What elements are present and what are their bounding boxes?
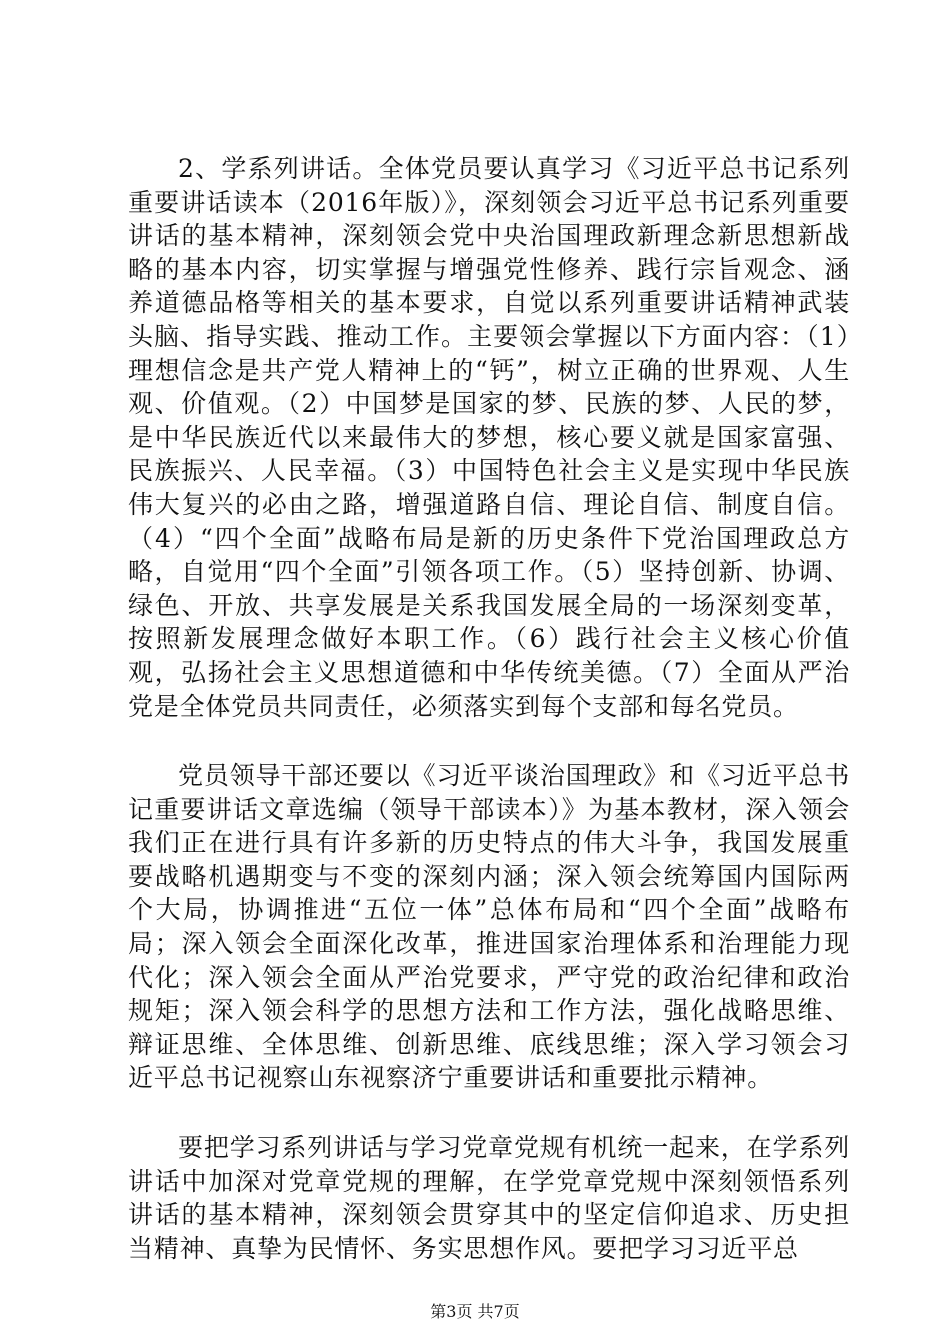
paragraph-leading-cadres: 党员领导干部还要以《习近平谈治国理政》和《习近平总书记重要讲话文章选编（领导干部读本）》为基本教材，深入领会我们正在进行具有许多新的历史特点的伟大斗争，我国发展重要战略机遇期变与不变的深刻内涵；深入领会统筹国内国际两个大局，协调推进“五位一体”总体布局和“四个全面”战略布局；深入领会全面深化改革，推进国家治理体系和治理能力现代化；深入领会全面从严治党要求，严守党的政治纪律和政治规矩；深入领会科学的思想方法和工作方法，强化战略思维、辩证思维、全体思维、创新思维、底线思维；深入学习领会习近平总书记视察山东视察济宁重要讲话和重要批示精神。	[128, 761, 850, 1093]
paragraph-party-constitution: 要把学习系列讲话与学习党章党规有机统一起来，在学系列讲话中加深对党章党规的理解，在学党章党规中深刻领悟系列讲话的基本精神，深刻领会贯穿其中的坚定信仰追求、历史担当精神、真挚为民情怀、务实思想作风。要把学习习近平总	[128, 1133, 850, 1263]
document-body	[128, 152, 850, 1301]
paragraph-study-speeches: 2、学系列讲话。全体党员要认真学习《习近平总书记系列重要讲话读本（2016年版）》，深刻领会习近平总书记系列重要讲话的基本精神，深刻领会党中央治国理政新理念新思想新战略的基本内容，切实掌握与增强党性修养、践行宗旨观念、涵养道德品格等相关的基本要求，自觉以系列重要讲话精神武装头脑、指导实践、推动工作。主要领会掌握以下方面内容：（1）理想信念是共产党人精神上的“钙”，树立正确的世界观、人生观、价值观。（2）中国梦是国家的梦、民族的梦、人民的梦，是中华民族近代以来最伟大的梦想，核心要义就是国家富强、民族振兴、人民幸福。（3）中国特色社会主义是实现中华民族伟大复兴的必由之路，增强道路自信、理论自信、制度自信。（4）“四个全面”战略布局是新的历史条件下党治国理政总方略，自觉用“四个全面”引领各项工作。（5）坚持创新、协调、绿色、开放、共享发展是关系我国发展全局的一场深刻变革，按照新发展理念做好本职工作。（6）践行社会主义核心价值观，弘扬社会主义思想道德和中华传统美德。（7）全面从严治党是全体党员共同责任，必须落实到每个支部和每名党员。	[128, 154, 850, 721]
page-number-footer: 第3页 共7页	[430, 1302, 520, 1321]
